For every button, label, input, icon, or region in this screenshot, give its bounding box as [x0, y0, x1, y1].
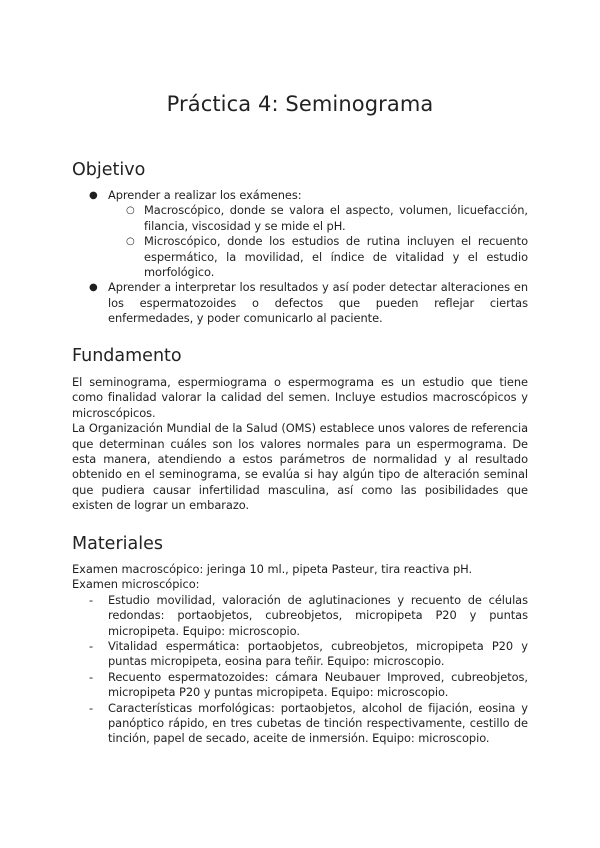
list-item — [72, 701, 528, 747]
page-title: Práctica 4: Seminograma — [166, 92, 434, 116]
circle-bullet-icon: ○ — [126, 205, 135, 217]
list-item-text: Vitalidad espermática: portaobjetos, cubreobjetos, micropipeta P20 y puntas micropipeta, eosina para teñir. Equipo: microscopio. — [108, 639, 528, 669]
materiales-heading: Materiales — [72, 534, 163, 554]
bullet-icon: ● — [89, 190, 98, 201]
dash-bullet-icon: - — [89, 700, 94, 715]
dash-bullet-icon: - — [89, 639, 94, 654]
list-item-text: Estudio movilidad, valoración de aglutinaciones y recuento de células redondas: portaobjetos, cubreobjetos, micropipeta P20 y puntas micropipeta. Equipo: microscopio. — [108, 592, 528, 638]
dash-bullet-icon: - — [89, 592, 94, 607]
paragraph: La Organización Mundial de la Salud (OMS) establece unos valores de referencia que determinan cuáles son los valores normales para un espermograma. De esta manera, atendiendo a estos parámetros de normalidad y al resultado obtenido en el seminograma, se evalúa si hay algún tipo de alteración seminal que pudiera causar infertilidad masculina, así como las posibilidades que existen de lograr un embarazo. — [72, 421, 528, 513]
micro-line: Examen microscópico: — [72, 577, 200, 592]
list-item-text: Aprender a interpretar los resultados y así poder detectar alteraciones en los espermatozoides o defectos que pueden reflejar ciertas enfermedades, y poder comunicarlo al paciente. — [108, 280, 528, 326]
sub-list-item — [108, 203, 528, 234]
fundamento-heading: Fundamento — [72, 346, 182, 366]
sub-list-item-text: Macroscópico, donde se valora el aspecto, volumen, licuefacción, filancia, viscosidad y se mide el pH. — [144, 203, 528, 233]
list-item — [72, 280, 528, 326]
list-item — [72, 670, 528, 701]
list-item — [72, 188, 528, 280]
list-item-text: Características morfológicas: portaobjetos, alcohol de fijación, eosina y panóptico rápido, en tres cubetas de tinción respectivamente, cestillo de tinción, papel de secado, aceite de inmersión. Equipo: microscopio. — [108, 700, 528, 746]
macro-line: Examen macroscópico: jeringa 10 ml., pipeta Pasteur, tira reactiva pH. — [72, 562, 473, 576]
objetivo-list — [72, 188, 528, 327]
list-item — [72, 639, 528, 670]
objetivo-heading: Objetivo — [72, 160, 146, 180]
list-item — [72, 593, 528, 639]
sub-list-item-text: Microscópico, donde los estudios de rutina incluyen el recuento espermático, la movilidad, el índice de vitalidad y el estudio morfológico. — [144, 234, 528, 280]
list-item-text: Recuento espermatozoides: cámara Neubauer Improved, cubreobjetos, micropipeta P20 y puntas micropipeta. Equipo: microscopio. — [108, 669, 528, 700]
materiales-body — [72, 562, 528, 747]
list-item-text: Aprender a realizar los exámenes: — [108, 188, 302, 202]
bullet-icon: ● — [89, 282, 98, 294]
sub-list-item — [108, 234, 528, 280]
fundamento-body — [72, 375, 528, 514]
paragraph: El seminograma, espermiograma o espermograma es un estudio que tiene como finalidad valorar la calidad del semen. Incluye estudios macroscópicos y microscópicos. — [72, 375, 528, 420]
dash-bullet-icon: - — [89, 669, 94, 684]
circle-bullet-icon: ○ — [126, 236, 135, 248]
